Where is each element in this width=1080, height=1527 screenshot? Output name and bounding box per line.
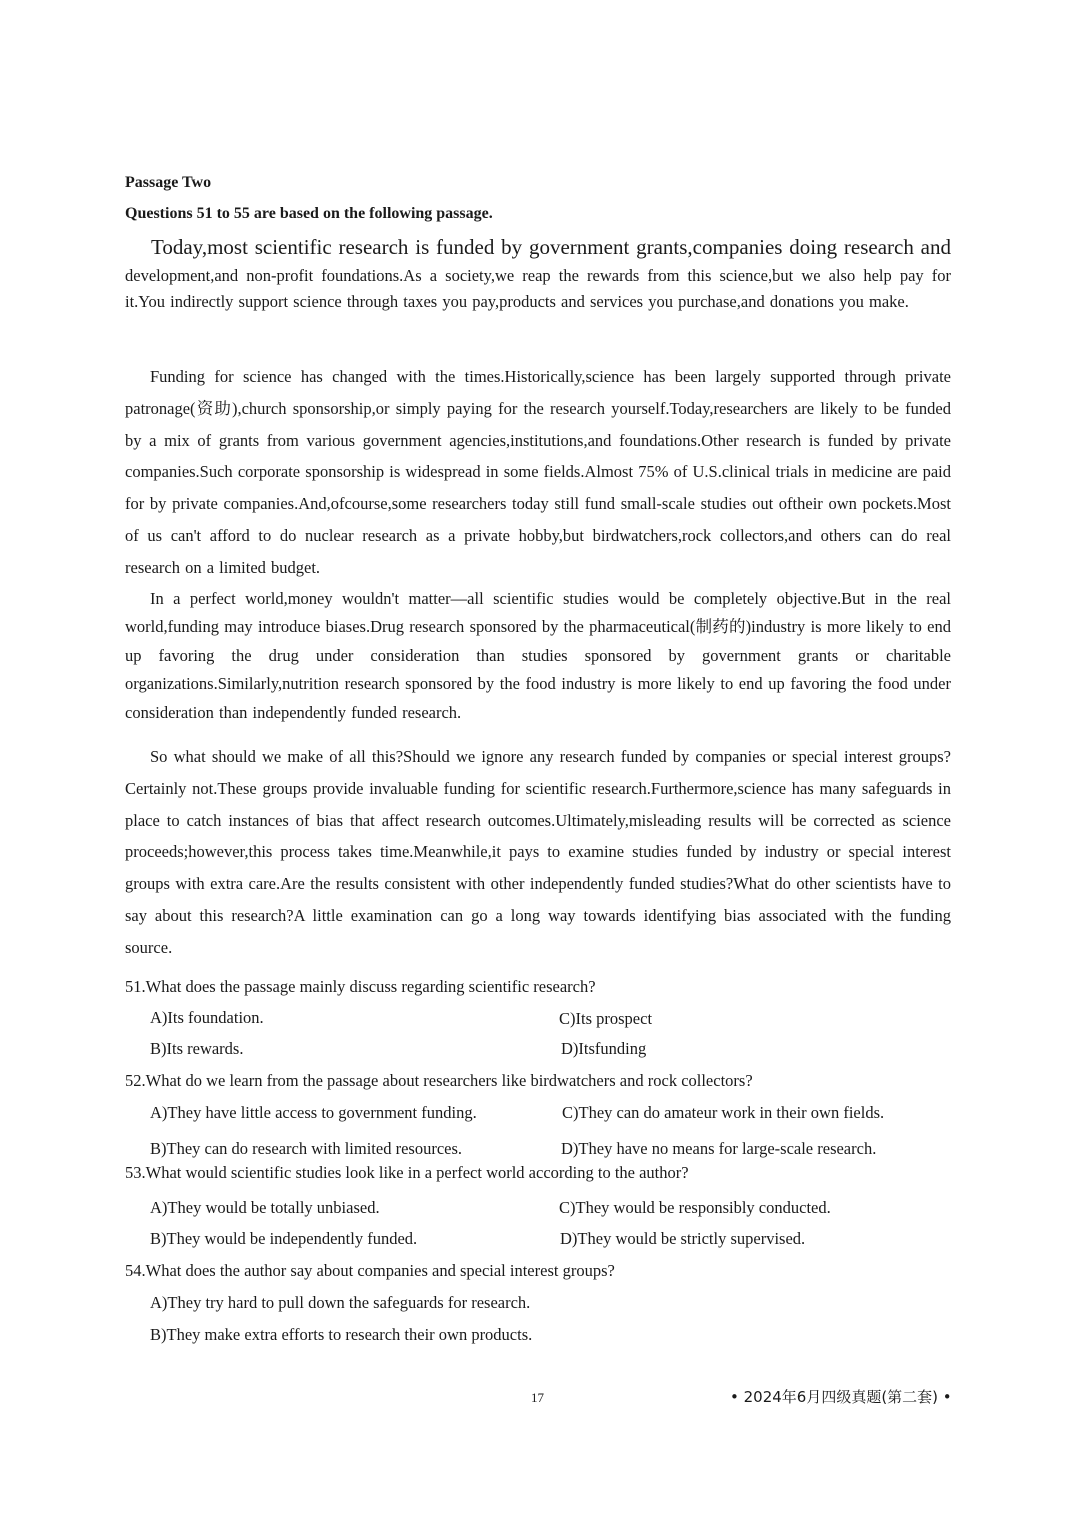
section-title: Passage Two xyxy=(125,174,212,191)
question-51-option-d: D)Itsfunding xyxy=(561,1039,647,1058)
question-51-option-c: C)Its prospect xyxy=(559,1009,653,1028)
question-52-option-d: D)They have no means for large-scale research. xyxy=(561,1139,877,1158)
page-number: 17 xyxy=(531,1390,544,1405)
exam-source-label: • 2024年6月四级真题(第二套) • xyxy=(730,1388,952,1406)
passage-paragraph-4: So what should we make of all this?Should we ignore any research funded by companies or special interest groups?Certainly not.These groups provide invaluable funding for scientific research.Furthermore,science has many safeguards in place to catch instances of bias that affect research outcomes.Ultimately,misleading results will be corrected as science proceeds;however,this process takes time.Meanwhile,it pays to examine studies funded by industry or special interest groups with extra care.Are the results consistent with other independently funded studies?What do other scientists have to say about this research?A little examination can go a long way towards identifying bias associated with the funding source. xyxy=(125,747,951,957)
question-53-option-d: D)They would be strictly supervised. xyxy=(560,1229,806,1248)
question-54-option-b: B)They make extra efforts to research their own products. xyxy=(150,1325,533,1344)
question-51-option-b: B)Its rewards. xyxy=(150,1039,244,1058)
question-53-option-c: C)They would be responsibly conducted. xyxy=(559,1198,831,1217)
question-54-stem: 54.What does the author say about companies and special interest groups? xyxy=(125,1261,615,1280)
passage-paragraph-1 xyxy=(125,234,951,316)
question-51-option-a: A)Its foundation. xyxy=(150,1008,264,1027)
passage-paragraph-2: Funding for science has changed with the times.Historically,science has been largely supported through private patronage(资助),church sponsorship,or simply paying for the research yourself.Today,researchers are likely to be funded by a mix of grants from various government agencies,institutions,and foundations.Other research is funded by private companies.Such corporate sponsorship is widespread in some fields.Almost 75% of U.S.clinical trials in medicine are paid for by private companies.And,ofcourse,some researchers today still fund small-scale studies out oftheir own pockets.Most of us can't afford to do nuclear research as a private hobby,but birdwatchers,rock collectors,and others can do real research on a limited budget. xyxy=(125,367,951,577)
passage-lead-text: Today,most scientific research is funded by government grants,companies doing research and xyxy=(151,235,951,259)
section-instruction: Questions 51 to 55 are based on the following passage. xyxy=(125,205,493,222)
passage-paragraph-3: In a perfect world,money wouldn't matter—all scientific studies would be completely objective.But in the real world,funding may introduce biases.Drug research sponsored by the pharmaceutical(制药的)industry is more likely to end up favoring the drug under consideration than studies sponsored by government grants or charitable organizations.Similarly,nutrition research sponsored by the food industry is more likely to end up favoring the food under consideration than independently funded research. xyxy=(125,589,951,722)
question-53-stem: 53.What would scientific studies look like in a perfect world according to the author? xyxy=(125,1163,689,1182)
question-53-option-a: A)They would be totally unbiased. xyxy=(150,1198,380,1217)
question-52-option-a: A)They have little access to government funding. xyxy=(150,1103,477,1122)
question-52-option-c: C)They can do amateur work in their own fields. xyxy=(562,1103,885,1122)
question-53-option-b: B)They would be independently funded. xyxy=(150,1229,418,1248)
passage-paragraph-1-rest: development,and non-profit foundations.As a society,we reap the rewards from this science,but we also help pay for it.You indirectly support science through taxes you pay,products and services you purchase,and donations you make. xyxy=(125,265,951,311)
question-54-option-a: A)They try hard to pull down the safeguards for research. xyxy=(150,1293,531,1312)
question-52-option-b: B)They can do research with limited resources. xyxy=(150,1139,463,1158)
question-51-stem: 51.What does the passage mainly discuss regarding scientific research? xyxy=(125,977,596,996)
question-52-stem: 52.What do we learn from the passage about researchers like birdwatchers and rock collectors? xyxy=(125,1071,753,1090)
